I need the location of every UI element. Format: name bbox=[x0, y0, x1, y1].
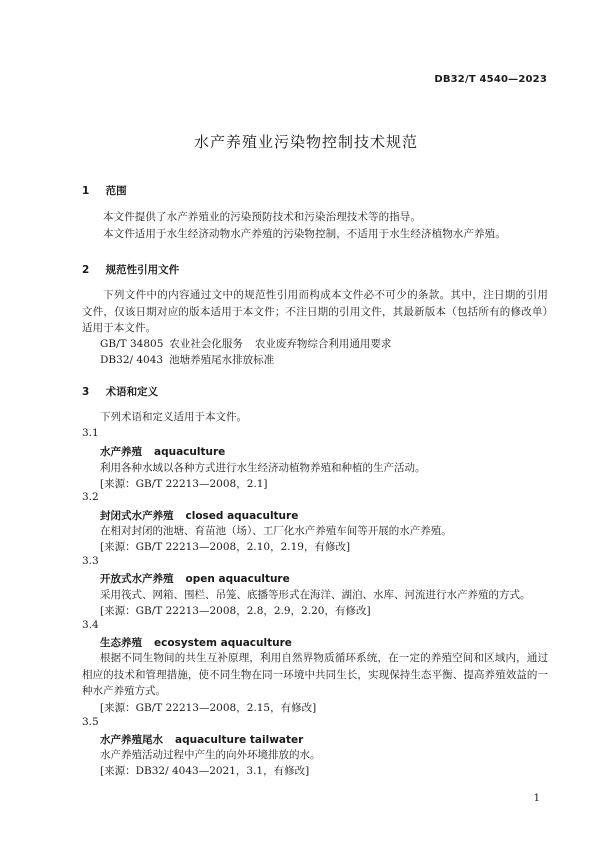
section-3-heading bbox=[82, 384, 158, 399]
term-en: aquaculture bbox=[154, 446, 226, 458]
reference-code: DB32/ 4043 bbox=[100, 354, 164, 366]
term-heading bbox=[100, 444, 225, 459]
section-1-heading bbox=[82, 183, 127, 198]
paragraph: 本文件适用于水生经济动物水产养殖的污染物控制，不适用于水生经济植物水产养殖。 bbox=[103, 228, 506, 240]
term-number: 3.4 bbox=[82, 619, 99, 631]
section-title: 范围 bbox=[105, 185, 127, 197]
term-cn: 封闭式水产养殖 bbox=[100, 510, 174, 522]
term-definition: 根据不同生物间的共生互补原理，利用自然界物质循环系统，在一定的养殖空间和区域内，通过相应的技术和管理措施，使不同生物在同一环境中共同生长，实现保持生态平衡、提高养殖效益的一种水产养殖方式。 bbox=[82, 652, 548, 697]
term-en: ecosystem aquaculture bbox=[154, 637, 292, 649]
paragraph: 下列文件中的内容通过文中的规范性引用而构成本文件必不可少的条款。其中，注日期的引用文件，仅该日期对应的版本适用于本文件；不注日期的引用文件，其最新版本（包括所有的修改单）适用于本文件。 bbox=[82, 289, 548, 334]
reference-item bbox=[100, 336, 391, 351]
term-source: [来源：GB/T 22213—2008，2.10，2.19，有修改] bbox=[100, 541, 351, 553]
reference-code: GB/T 34805 bbox=[100, 338, 164, 350]
term-number: 3.1 bbox=[82, 427, 99, 439]
page-number: 1 bbox=[533, 793, 540, 804]
term-en: aquaculture tailwater bbox=[175, 734, 304, 746]
term-definition: 采用筏式、网箱、围栏、吊笼、底播等形式在海洋、湖泊、水库、河流进行水产养殖的方式。 bbox=[100, 589, 531, 601]
section-2-heading bbox=[82, 262, 179, 277]
reference-name: 农业废弃物综合利用通用要求 bbox=[254, 338, 392, 350]
term-source: [来源：GB/T 22213—2008，2.1] bbox=[100, 478, 268, 490]
document-title: 水产养殖业污染物控制技术规范 bbox=[193, 133, 418, 151]
term-cn: 水产养殖尾水 bbox=[100, 734, 163, 746]
section-number: 1 bbox=[82, 185, 90, 197]
section-number: 2 bbox=[82, 264, 90, 276]
term-definition: 利用各种水域以各种方式进行水生经济动植物养殖和种植的生产活动。 bbox=[100, 462, 426, 474]
term-definition: 在相对封闭的池塘、育苗池（场）、工厂化水产养殖车间等开展的水产养殖。 bbox=[100, 525, 452, 537]
term-heading bbox=[100, 508, 298, 523]
term-source: [来源：GB/T 22213—2008，2.15，有修改] bbox=[100, 702, 317, 714]
reference-name: 池塘养殖尾水排放标准 bbox=[169, 354, 275, 366]
paragraph: 下列术语和定义适用于本文件。 bbox=[100, 411, 247, 423]
term-heading bbox=[100, 732, 303, 747]
section-title: 术语和定义 bbox=[105, 386, 159, 398]
term-heading bbox=[100, 571, 290, 586]
paragraph: 本文件提供了水产养殖业的污染预防技术和污染治理技术等的指导。 bbox=[103, 211, 421, 223]
term-source: [来源：DB32/ 4043—2021，3.1，有修改] bbox=[100, 765, 310, 777]
term-source: [来源：GB/T 22213—2008，2.8，2.9，2.20，有修改] bbox=[100, 605, 371, 617]
term-heading bbox=[100, 635, 292, 650]
term-cn: 水产养殖 bbox=[100, 446, 142, 458]
section-title: 规范性引用文件 bbox=[105, 264, 180, 276]
document-code: DB32/T 4540—2023 bbox=[434, 74, 547, 85]
term-number: 3.3 bbox=[82, 555, 99, 567]
term-cn: 生态养殖 bbox=[100, 637, 142, 649]
term-definition: 水产养殖活动过程中产生的向外环境排放的水。 bbox=[100, 749, 321, 761]
reference-name: 农业社会化服务 bbox=[169, 338, 243, 350]
term-en: closed aquaculture bbox=[185, 510, 299, 522]
reference-item bbox=[100, 352, 274, 367]
term-en: open aquaculture bbox=[185, 573, 290, 585]
term-number: 3.5 bbox=[82, 716, 99, 728]
section-number: 3 bbox=[82, 386, 90, 398]
term-cn: 开放式水产养殖 bbox=[100, 573, 174, 585]
term-number: 3.2 bbox=[82, 491, 99, 503]
